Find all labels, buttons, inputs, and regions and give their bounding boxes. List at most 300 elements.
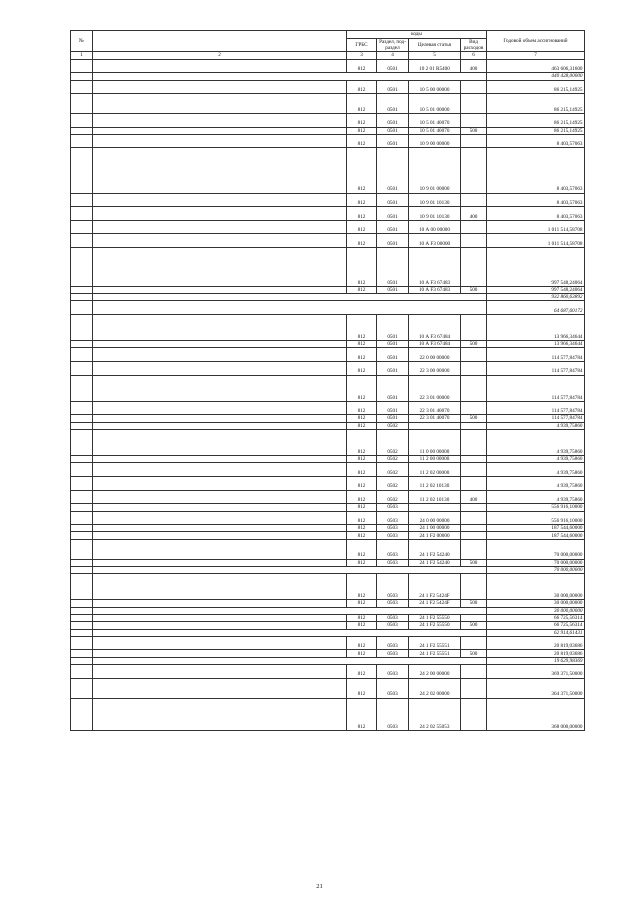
- row-razdel: 0502: [377, 477, 409, 491]
- row-amount: 1 011 514,58708: [487, 234, 585, 248]
- row-target-article: 24 1 F2 5424F: [409, 600, 461, 607]
- row-grbs: 812: [347, 678, 377, 698]
- note-text: [93, 73, 487, 80]
- row-amount: 556 916,10000: [487, 504, 585, 511]
- table-row: [71, 375, 585, 401]
- row-description: [93, 622, 347, 629]
- row-target-article: 22 0 00 00000: [409, 348, 461, 362]
- row-description: [93, 247, 347, 286]
- row-description: [93, 401, 347, 415]
- row-target-article: 10 А F3 67483: [409, 247, 461, 286]
- row-razdel: 0501: [377, 207, 409, 221]
- row-target-article: 10 5 01 00000: [409, 94, 461, 114]
- row-amount: 86 215,14925: [487, 94, 585, 114]
- row-razdel: 0501: [377, 113, 409, 127]
- note-amount: 440 428,00000: [487, 73, 585, 80]
- table-row: [71, 314, 585, 340]
- row-grbs: 812: [347, 477, 377, 491]
- row-expense-type: [461, 525, 487, 532]
- row-description: [93, 456, 347, 463]
- row-target-article: 24 1 F2 55551: [409, 650, 461, 657]
- row-target-article: 10 А F3 67483: [409, 286, 461, 293]
- row-target-article: 24 2 00 00000: [409, 665, 461, 679]
- row-number: [71, 614, 93, 621]
- row-grbs: 812: [347, 375, 377, 401]
- row-razdel: 0502: [377, 429, 409, 455]
- row-razdel: 0501: [377, 193, 409, 207]
- header-razdel: Раздел, под-раздел: [377, 39, 409, 52]
- row-target-article: 11 2 02 10130: [409, 490, 461, 504]
- row-grbs: 812: [347, 650, 377, 657]
- row-target-article: 10 2 01 R5400: [409, 59, 461, 73]
- row-number: [71, 80, 93, 94]
- row-number: [71, 698, 93, 731]
- table-row: [71, 665, 585, 679]
- row-number: [71, 247, 93, 286]
- row-number: [71, 73, 93, 80]
- row-number: [71, 148, 93, 193]
- row-description: [93, 127, 347, 134]
- row-target-article: 10 9 01 10130: [409, 207, 461, 221]
- row-expense-type: [461, 134, 487, 148]
- colnum-6: 6: [461, 52, 487, 59]
- row-razdel: 0501: [377, 362, 409, 376]
- row-number: [71, 636, 93, 650]
- budget-table: [70, 30, 585, 731]
- row-grbs: 812: [347, 314, 377, 340]
- row-expense-type: [461, 614, 487, 621]
- row-expense-type: [461, 80, 487, 94]
- row-amount: 8 403,57063: [487, 134, 585, 148]
- row-razdel: 0501: [377, 220, 409, 234]
- row-description: [93, 614, 347, 621]
- row-amount: 4 939,75860: [487, 490, 585, 504]
- table-row: [71, 59, 585, 73]
- row-grbs: 812: [347, 463, 377, 477]
- row-expense-type: [461, 362, 487, 376]
- row-razdel: 0503: [377, 622, 409, 629]
- row-razdel: 0503: [377, 678, 409, 698]
- row-grbs: 812: [347, 429, 377, 455]
- table-note-row: [71, 301, 585, 315]
- row-grbs: 812: [347, 59, 377, 73]
- row-target-article: [409, 504, 461, 511]
- row-grbs: 812: [347, 113, 377, 127]
- row-number: [71, 678, 93, 698]
- note-amount: 19 629,98369: [487, 657, 585, 664]
- colnum-4: 4: [377, 52, 409, 59]
- row-description: [93, 504, 347, 511]
- row-razdel: 0503: [377, 600, 409, 607]
- row-amount: 4 939,75860: [487, 477, 585, 491]
- row-target-article: 24 1 F2 55550: [409, 614, 461, 621]
- row-grbs: 812: [347, 247, 377, 286]
- table-row: [71, 401, 585, 415]
- row-description: [93, 94, 347, 114]
- row-razdel: 0502: [377, 490, 409, 504]
- table-row: [71, 415, 585, 422]
- table-row: [71, 193, 585, 207]
- table-row: [71, 127, 585, 134]
- row-description: [93, 362, 347, 376]
- row-description: [93, 375, 347, 401]
- row-grbs: 812: [347, 94, 377, 114]
- row-razdel: 0501: [377, 401, 409, 415]
- row-grbs: 812: [347, 532, 377, 539]
- row-expense-type: [461, 429, 487, 455]
- row-number: [71, 362, 93, 376]
- row-number: [71, 220, 93, 234]
- row-grbs: 812: [347, 148, 377, 193]
- row-grbs: 812: [347, 401, 377, 415]
- row-number: [71, 650, 93, 657]
- row-target-article: 24 1 F2 55550: [409, 622, 461, 629]
- row-description: [93, 59, 347, 73]
- row-grbs: 812: [347, 525, 377, 532]
- row-number: [71, 429, 93, 455]
- row-number: [71, 477, 93, 491]
- row-number: [71, 422, 93, 429]
- header-codes-group: коды: [347, 31, 487, 39]
- table-row: [71, 504, 585, 511]
- row-amount: 70 000,00000: [487, 539, 585, 559]
- table-row: [71, 477, 585, 491]
- row-target-article: 24 1 F2 54240: [409, 539, 461, 559]
- table-row: [71, 463, 585, 477]
- table-note-row: [71, 657, 585, 664]
- row-amount: 997 548,24064: [487, 247, 585, 286]
- row-target-article: [409, 422, 461, 429]
- page-number: 21: [316, 883, 323, 890]
- row-number: [71, 314, 93, 340]
- table-row: [71, 247, 585, 286]
- row-number: [71, 294, 93, 301]
- row-target-article: 10 5 00 00000: [409, 80, 461, 94]
- row-number: [71, 113, 93, 127]
- row-description: [93, 525, 347, 532]
- row-target-article: 24 1 F2 54240: [409, 559, 461, 566]
- row-expense-type: [461, 314, 487, 340]
- row-expense-type: [461, 698, 487, 731]
- row-number: [71, 504, 93, 511]
- row-number: [71, 375, 93, 401]
- table-row: [71, 456, 585, 463]
- row-expense-type: 500: [461, 622, 487, 629]
- table-row: [71, 490, 585, 504]
- row-target-article: 24 1 F2 00000: [409, 532, 461, 539]
- row-target-article: 11 2 02 00000: [409, 463, 461, 477]
- table-row: [71, 532, 585, 539]
- row-target-article: 10 А F3 00000: [409, 234, 461, 248]
- row-number: [71, 193, 93, 207]
- table-row: [71, 511, 585, 525]
- row-description: [93, 193, 347, 207]
- row-number: [71, 348, 93, 362]
- row-description: [93, 341, 347, 348]
- row-number: [71, 286, 93, 293]
- row-razdel: 0501: [377, 134, 409, 148]
- row-expense-type: [461, 401, 487, 415]
- row-target-article: 10 А 00 00000: [409, 220, 461, 234]
- row-expense-type: 400: [461, 59, 487, 73]
- row-amount: 20 819,03686: [487, 636, 585, 650]
- row-target-article: 24 0 00 00000: [409, 511, 461, 525]
- row-expense-type: [461, 193, 487, 207]
- colnum-3: 3: [347, 52, 377, 59]
- row-expense-type: [461, 539, 487, 559]
- row-razdel: 0501: [377, 375, 409, 401]
- row-razdel: 0502: [377, 422, 409, 429]
- header-num: №: [71, 31, 93, 52]
- row-grbs: 812: [347, 456, 377, 463]
- table-row: [71, 286, 585, 293]
- row-description: [93, 532, 347, 539]
- row-razdel: 0501: [377, 148, 409, 193]
- table-row: [71, 341, 585, 348]
- row-number: [71, 525, 93, 532]
- row-number: [71, 532, 93, 539]
- table-row: [71, 362, 585, 376]
- row-number: [71, 665, 93, 679]
- row-expense-type: 400: [461, 490, 487, 504]
- row-razdel: 0501: [377, 80, 409, 94]
- row-number: [71, 490, 93, 504]
- row-description: [93, 574, 347, 600]
- table-row: [71, 113, 585, 127]
- table-row: [71, 559, 585, 566]
- row-description: [93, 113, 347, 127]
- row-grbs: 812: [347, 698, 377, 731]
- table-row: [71, 429, 585, 455]
- row-razdel: 0501: [377, 348, 409, 362]
- table-note-row: [71, 73, 585, 80]
- row-number: [71, 629, 93, 636]
- row-razdel: 0503: [377, 636, 409, 650]
- table-row: [71, 539, 585, 559]
- row-expense-type: 400: [461, 207, 487, 221]
- row-number: [71, 94, 93, 114]
- table-row: [71, 525, 585, 532]
- row-grbs: 812: [347, 415, 377, 422]
- table-row: [71, 148, 585, 193]
- row-expense-type: [461, 113, 487, 127]
- colnum-2: 2: [93, 52, 347, 59]
- row-number: [71, 341, 93, 348]
- row-number: [71, 657, 93, 664]
- row-grbs: 812: [347, 600, 377, 607]
- row-razdel: 0501: [377, 314, 409, 340]
- row-grbs: 812: [347, 220, 377, 234]
- row-number: [71, 622, 93, 629]
- table-row: [71, 600, 585, 607]
- row-razdel: 0501: [377, 415, 409, 422]
- note-amount: 70 000,00000: [487, 566, 585, 573]
- row-grbs: 812: [347, 80, 377, 94]
- row-amount: 30 000,00000: [487, 574, 585, 600]
- header-vid: Вид расходов: [461, 39, 487, 52]
- note-amount: 62 914,61431: [487, 629, 585, 636]
- row-description: [93, 234, 347, 248]
- row-amount: 4 939,75860: [487, 422, 585, 429]
- row-amount: 556 916,10000: [487, 511, 585, 525]
- note-amount: 30 000,00000: [487, 607, 585, 614]
- row-grbs: 812: [347, 539, 377, 559]
- row-target-article: 10 А F3 67484: [409, 314, 461, 340]
- row-amount: 364 371,50000: [487, 678, 585, 698]
- row-razdel: 0503: [377, 504, 409, 511]
- row-amount: 114 577,84784: [487, 348, 585, 362]
- row-number: [71, 234, 93, 248]
- row-grbs: 812: [347, 348, 377, 362]
- row-expense-type: [461, 477, 487, 491]
- row-description: [93, 415, 347, 422]
- row-description: [93, 600, 347, 607]
- row-target-article: 24 2 02 55053: [409, 698, 461, 731]
- row-description: [93, 348, 347, 362]
- row-target-article: 22 3 01 40070: [409, 401, 461, 415]
- row-target-article: 10 9 00 00000: [409, 134, 461, 148]
- row-amount: 70 000,00000: [487, 559, 585, 566]
- row-amount: 463 606,31600: [487, 59, 585, 73]
- row-expense-type: 500: [461, 415, 487, 422]
- table-row: [71, 234, 585, 248]
- table-row: [71, 348, 585, 362]
- table-header: [71, 31, 585, 60]
- row-expense-type: [461, 422, 487, 429]
- row-target-article: 24 1 F2 5424F: [409, 574, 461, 600]
- row-razdel: 0502: [377, 463, 409, 477]
- row-amount: 997 548,24064: [487, 286, 585, 293]
- row-number: [71, 301, 93, 315]
- table-row: [71, 678, 585, 698]
- row-description: [93, 463, 347, 477]
- row-expense-type: [461, 148, 487, 193]
- row-expense-type: 500: [461, 650, 487, 657]
- row-expense-type: [461, 678, 487, 698]
- table-row: [71, 622, 585, 629]
- row-target-article: 11 0 00 00000: [409, 429, 461, 455]
- row-grbs: 812: [347, 511, 377, 525]
- row-amount: 4 939,75860: [487, 456, 585, 463]
- row-grbs: 812: [347, 127, 377, 134]
- row-expense-type: [461, 636, 487, 650]
- row-number: [71, 607, 93, 614]
- row-number: [71, 415, 93, 422]
- colnum-7: 7: [487, 52, 585, 59]
- row-grbs: 812: [347, 341, 377, 348]
- table-row: [71, 574, 585, 600]
- row-amount: 66 725,56314: [487, 622, 585, 629]
- row-number: [71, 456, 93, 463]
- table-body: [71, 59, 585, 730]
- row-number: [71, 539, 93, 559]
- row-grbs: 812: [347, 362, 377, 376]
- note-text: [93, 301, 487, 315]
- row-razdel: 0501: [377, 341, 409, 348]
- row-amount: 369 371,50000: [487, 665, 585, 679]
- row-expense-type: [461, 247, 487, 286]
- row-amount: 114 577,84784: [487, 415, 585, 422]
- row-amount: 8 403,57063: [487, 193, 585, 207]
- row-description: [93, 134, 347, 148]
- row-description: [93, 286, 347, 293]
- row-amount: 86 215,14925: [487, 127, 585, 134]
- row-amount: 187 544,60000: [487, 532, 585, 539]
- row-description: [93, 539, 347, 559]
- row-expense-type: [461, 665, 487, 679]
- row-razdel: 0501: [377, 59, 409, 73]
- row-razdel: 0501: [377, 234, 409, 248]
- row-expense-type: 500: [461, 341, 487, 348]
- row-target-article: 10 9 01 10130: [409, 193, 461, 207]
- row-razdel: 0503: [377, 698, 409, 731]
- row-amount: 8 403,57063: [487, 207, 585, 221]
- row-razdel: 0503: [377, 532, 409, 539]
- row-number: [71, 401, 93, 415]
- row-description: [93, 636, 347, 650]
- row-amount: 187 544,60000: [487, 525, 585, 532]
- row-expense-type: [461, 463, 487, 477]
- row-target-article: 10 5 01 40070: [409, 127, 461, 134]
- row-amount: 114 577,84784: [487, 362, 585, 376]
- row-grbs: 812: [347, 636, 377, 650]
- table-note-row: [71, 629, 585, 636]
- row-description: [93, 220, 347, 234]
- note-text: [93, 607, 487, 614]
- row-target-article: 10 А F3 67484: [409, 341, 461, 348]
- row-description: [93, 678, 347, 698]
- row-razdel: 0501: [377, 94, 409, 114]
- row-description: [93, 490, 347, 504]
- row-expense-type: [461, 220, 487, 234]
- note-text: [93, 657, 487, 664]
- row-amount: 368 000,00000: [487, 698, 585, 731]
- row-amount: 86 215,14925: [487, 80, 585, 94]
- row-grbs: 812: [347, 614, 377, 621]
- row-razdel: 0503: [377, 525, 409, 532]
- note-text: [93, 629, 487, 636]
- budget-table-page: [70, 30, 584, 731]
- header-desc: [93, 31, 347, 52]
- table-note-row: [71, 566, 585, 573]
- row-description: [93, 429, 347, 455]
- row-amount: 4 939,75860: [487, 429, 585, 455]
- table-row: [71, 80, 585, 94]
- table-row: [71, 650, 585, 657]
- header-target: Целевая статья: [409, 39, 461, 52]
- row-expense-type: 500: [461, 286, 487, 293]
- row-razdel: 0503: [377, 539, 409, 559]
- row-number: [71, 511, 93, 525]
- row-description: [93, 422, 347, 429]
- colnum-1: 1: [71, 52, 93, 59]
- row-razdel: 0501: [377, 127, 409, 134]
- row-amount: 1 011 514,58708: [487, 220, 585, 234]
- row-target-article: 10 9 01 00000: [409, 148, 461, 193]
- header-amount: Годовой объем ассигнований: [487, 31, 585, 52]
- row-razdel: 0503: [377, 574, 409, 600]
- row-number: [71, 559, 93, 566]
- row-razdel: 0503: [377, 559, 409, 566]
- row-expense-type: [461, 504, 487, 511]
- row-expense-type: 500: [461, 127, 487, 134]
- table-note-row: [71, 607, 585, 614]
- row-expense-type: [461, 532, 487, 539]
- table-row: [71, 422, 585, 429]
- note-text: [93, 566, 487, 573]
- row-description: [93, 148, 347, 193]
- row-expense-type: [461, 375, 487, 401]
